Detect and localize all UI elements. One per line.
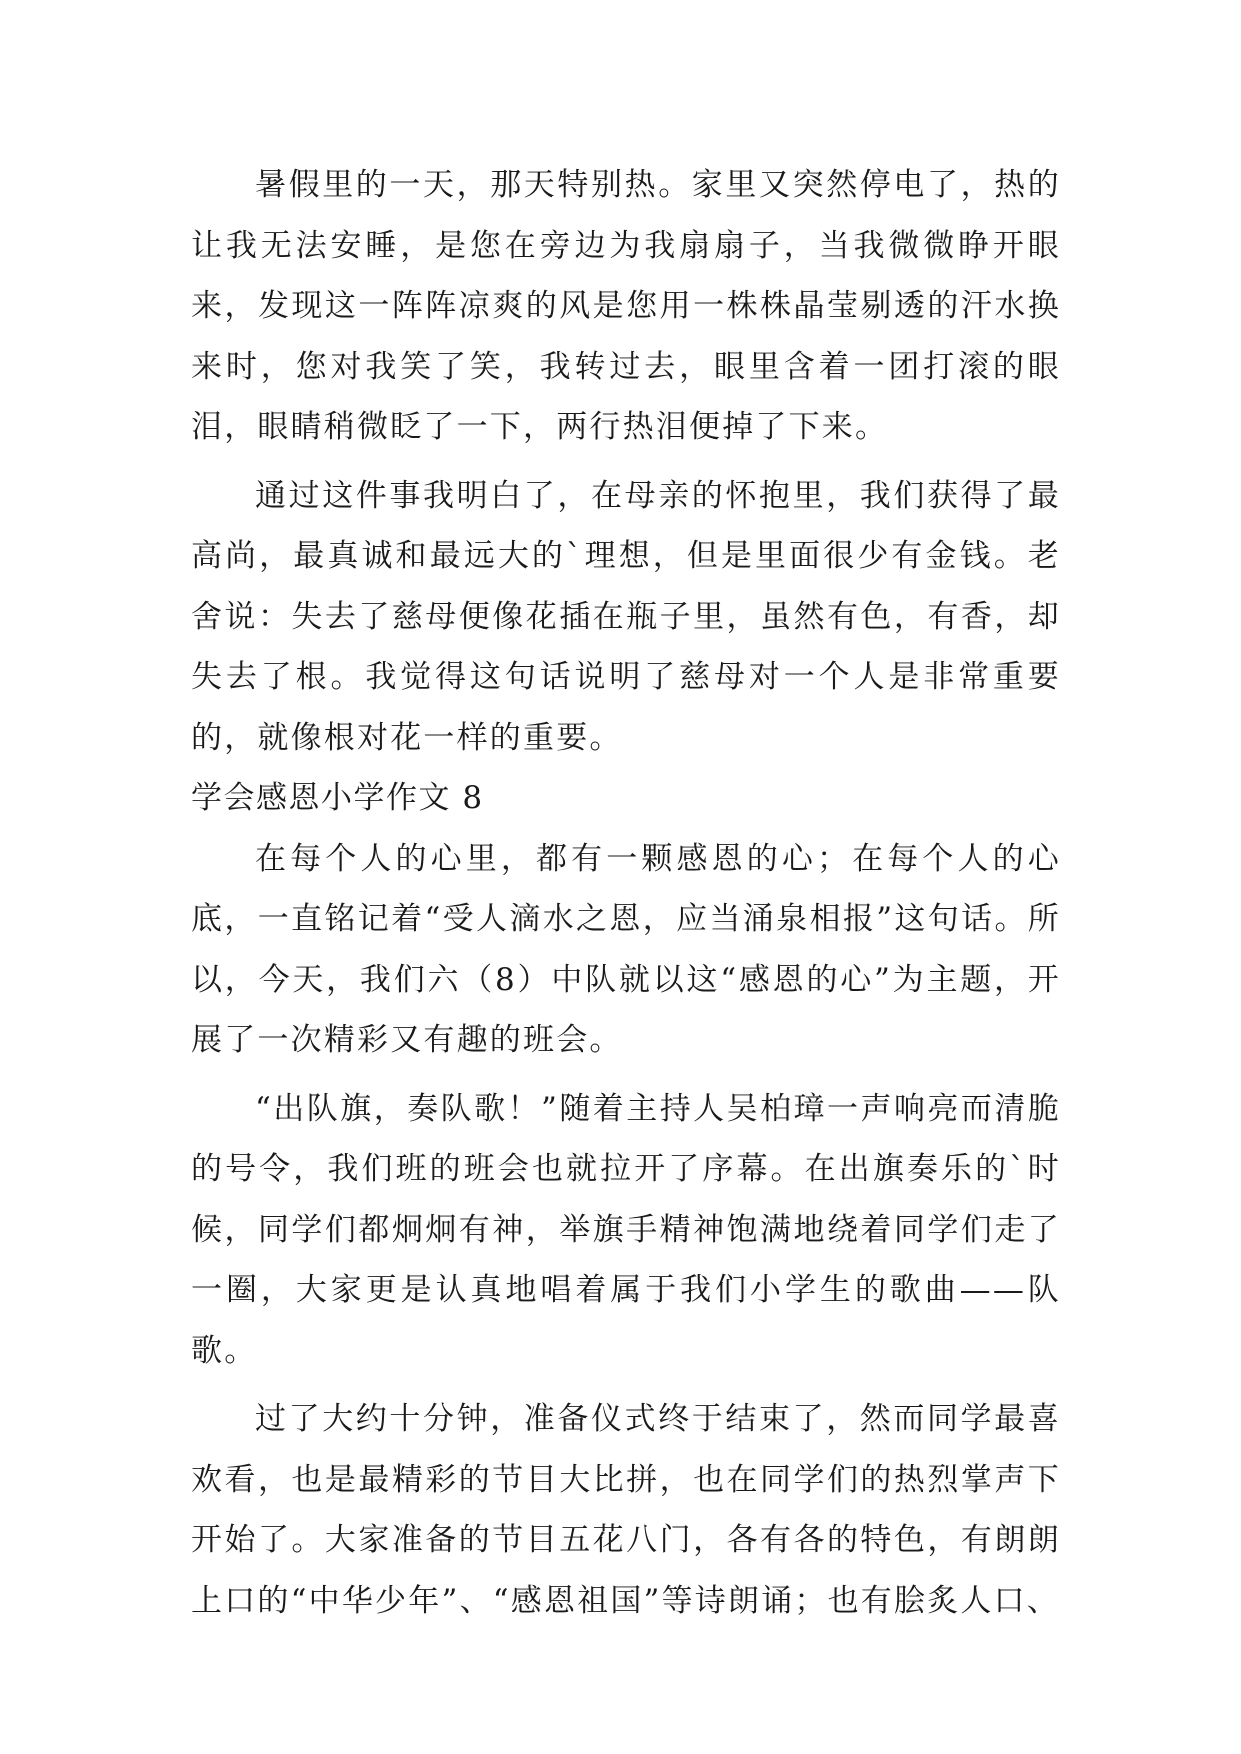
document-body: [191, 155, 1061, 1631]
paragraph-flag-ceremony: “出队旗，奏队歌！”随着主持人吴柏璋一声响亮而清脆的号令，我们班的班会也就拉开了序幕。在出旗奏乐的`时候，同学们都炯炯有神，举旗手精神饱满地绕着同学们走了一圈，大家更是认真地唱着属于我们小学生的歌曲——队歌。: [191, 1090, 1061, 1369]
essay-heading: 学会感恩小学作文 8: [191, 780, 484, 816]
paragraph-grateful-heart: 在每个人的心里，都有一颗感恩的心；在每个人的心底，一直铭记着“受人滴水之恩，应当涌泉相报”这句话。所以，今天，我们六（8）中队就以这“感恩的心”为主题，开展了一次精彩又有趣的班会。: [191, 840, 1061, 1058]
paragraph-summer-day: 暑假里的一天，那天特别热。家里又突然停电了，热的让我无法安睡，是您在旁边为我扇扇子，当我微微睁开眼来，发现这一阵阵凉爽的风是您用一株株晶莹剔透的汗水换来时，您对我笑了笑，我转过去，眼里含着一团打滚的眼泪，眼睛稍微眨了一下，两行热泪便掉了下来。: [191, 167, 1061, 445]
paragraph-performances: 过了大约十分钟，准备仪式终于结束了，然而同学最喜欢看，也是最精彩的节目大比拼，也在同学们的热烈掌声下开始了。大家准备的节目五花八门，各有各的特色，有朗朗上口的“中华少年”、“感恩祖国”等诗朗诵；也有脍炙人口、: [191, 1401, 1061, 1619]
paragraph-mother-embrace: 通过这件事我明白了，在母亲的怀抱里，我们获得了最高尚，最真诚和最远大的`理想，但是里面很少有金钱。老舍说：失去了慈母便像花插在瓶子里，虽然有色，有香，却失去了根。我觉得这句话说明了慈母对一个人是非常重要的，就像根对花一样的重要。: [191, 477, 1061, 756]
